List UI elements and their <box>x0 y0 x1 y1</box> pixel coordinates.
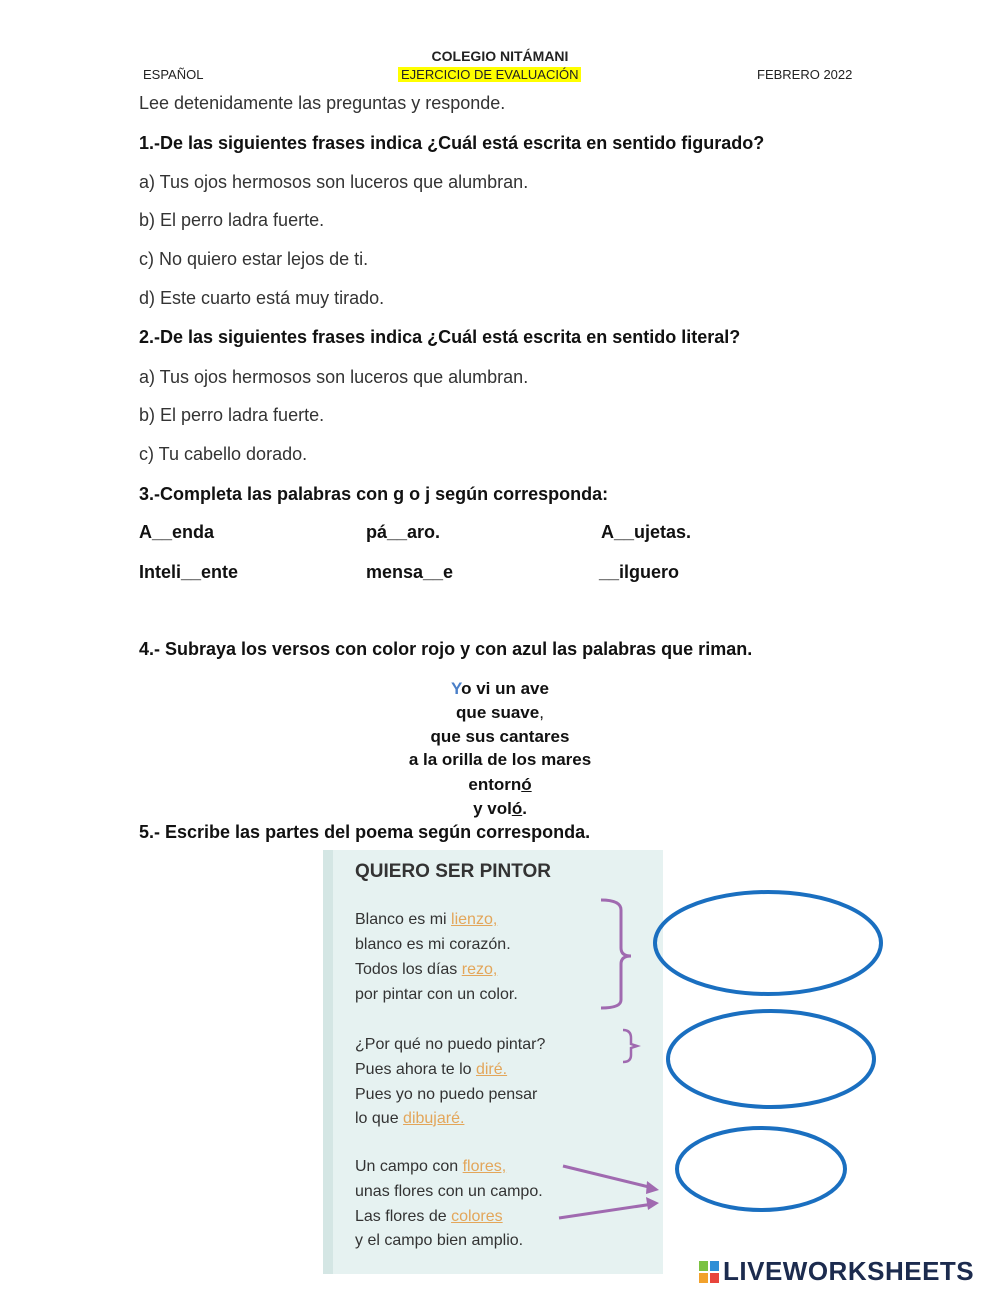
poem-verse-4[interactable]: a la orilla de los mares <box>408 750 592 769</box>
answer-ellipse-1 <box>655 892 881 994</box>
brackets-arrows <box>323 850 663 1274</box>
poem-verse-5[interactable] <box>0 775 1000 795</box>
verse-initial: Y <box>451 679 462 698</box>
question-1: 1.-De las siguientes frases indica ¿Cuál está escrita en sentido figurado? <box>139 133 765 153</box>
word-blank[interactable]: A__ujetas. <box>601 522 692 542</box>
question-4: 4.- Subraya los versos con color rojo y con azul las palabras que riman. <box>139 639 753 659</box>
q1-option-a[interactable]: a) Tus ojos hermosos son luceros que alumbran. <box>139 172 529 192</box>
verse-text: o vi un ave <box>461 679 549 698</box>
word-blank[interactable]: pá__aro. <box>366 522 441 542</box>
poem-line: y el campo bien amplio. <box>355 1232 524 1249</box>
verse-period: . <box>522 799 527 818</box>
poem-line: lo que dibujaré. <box>355 1110 465 1127</box>
bracket-stanza-1 <box>601 900 631 1008</box>
answer-ellipse-2 <box>668 1011 874 1107</box>
logo-icon <box>699 1261 719 1283</box>
poem-line: Blanco es mi lienzo, <box>355 911 498 928</box>
exercise-title: EJERCICIO DE EVALUACIÓN <box>398 67 581 82</box>
verse-text: entorn <box>468 775 522 794</box>
rhyme-word: dibujaré. <box>403 1110 465 1127</box>
answer-ellipses[interactable] <box>640 880 900 1220</box>
poem-verse-2[interactable] <box>0 703 1000 723</box>
rhyme-word: rezo, <box>461 961 498 978</box>
date-label: FEBRERO 2022 <box>757 67 853 82</box>
logo-text: LIVEWORKSHEETS <box>723 1256 975 1286</box>
q1-option-d[interactable]: d) Este cuarto está muy tirado. <box>139 288 385 308</box>
word-blank[interactable]: A__enda <box>139 522 215 542</box>
poem-line: unas flores con un campo. <box>355 1183 543 1200</box>
poem-verse-3[interactable]: que sus cantares <box>430 727 570 746</box>
q2-option-c[interactable]: c) Tu cabello dorado. <box>139 444 308 464</box>
poem-line: Todos los días rezo, <box>355 961 498 978</box>
poem-verse-1[interactable] <box>0 679 1000 699</box>
poem-line: Pues ahora te lo diré. <box>355 1061 508 1078</box>
poem-line: ¿Por qué no puedo pintar? <box>355 1036 546 1053</box>
poem-title: QUIERO SER PINTOR <box>355 861 552 882</box>
bracket-stanza-2 <box>623 1030 637 1062</box>
answer-ellipse-3 <box>677 1128 845 1210</box>
poem-line: por pintar con un color. <box>355 986 518 1003</box>
word-blank[interactable]: __ilguero <box>599 562 680 582</box>
q1-option-b[interactable]: b) El perro ladra fuerte. <box>139 210 325 230</box>
q2-option-a[interactable]: a) Tus ojos hermosos son luceros que alumbran. <box>139 367 529 387</box>
q1-option-c[interactable]: c) No quiero estar lejos de ti. <box>139 249 369 269</box>
word-blank[interactable]: Inteli__ente <box>139 562 239 582</box>
instructions: Lee detenidamente las preguntas y responde. <box>139 93 506 113</box>
question-2: 2.-De las siguientes frases indica ¿Cuál está escrita en sentido literal? <box>139 327 741 347</box>
rhyme-word: flores, <box>462 1158 507 1175</box>
poem-verse-6[interactable] <box>0 799 1000 819</box>
word-blank[interactable]: mensa__e <box>366 562 454 582</box>
verse-underlined: ó <box>511 799 523 818</box>
verse-underlined: ó <box>521 775 532 794</box>
arrow-line-2 <box>559 1204 653 1218</box>
poem-line: blanco es mi corazón. <box>355 936 511 953</box>
poem-line: Pues yo no puedo pensar <box>355 1086 538 1103</box>
poem-image <box>323 850 663 1274</box>
liveworksheets-logo <box>699 1256 974 1287</box>
poem-line: Un campo con flores, <box>355 1158 507 1175</box>
rhyme-word: colores <box>451 1208 503 1225</box>
rhyme-word: lienzo, <box>451 911 498 928</box>
subject-label: ESPAÑOL <box>143 67 204 82</box>
q2-option-b[interactable]: b) El perro ladra fuerte. <box>139 405 325 425</box>
verse-text: que suave <box>456 703 540 722</box>
verse-text: y vol <box>473 799 512 818</box>
poem-line: Las flores de colores <box>355 1208 503 1225</box>
question-3: 3.-Completa las palabras con g o j según corresponda: <box>139 484 609 504</box>
verse-comma: , <box>539 703 544 722</box>
question-5: 5.- Escribe las partes del poema según corresponda. <box>139 822 591 842</box>
rhyme-word: diré. <box>475 1061 508 1078</box>
school-name: COLEGIO NITÁMANI <box>431 48 569 64</box>
